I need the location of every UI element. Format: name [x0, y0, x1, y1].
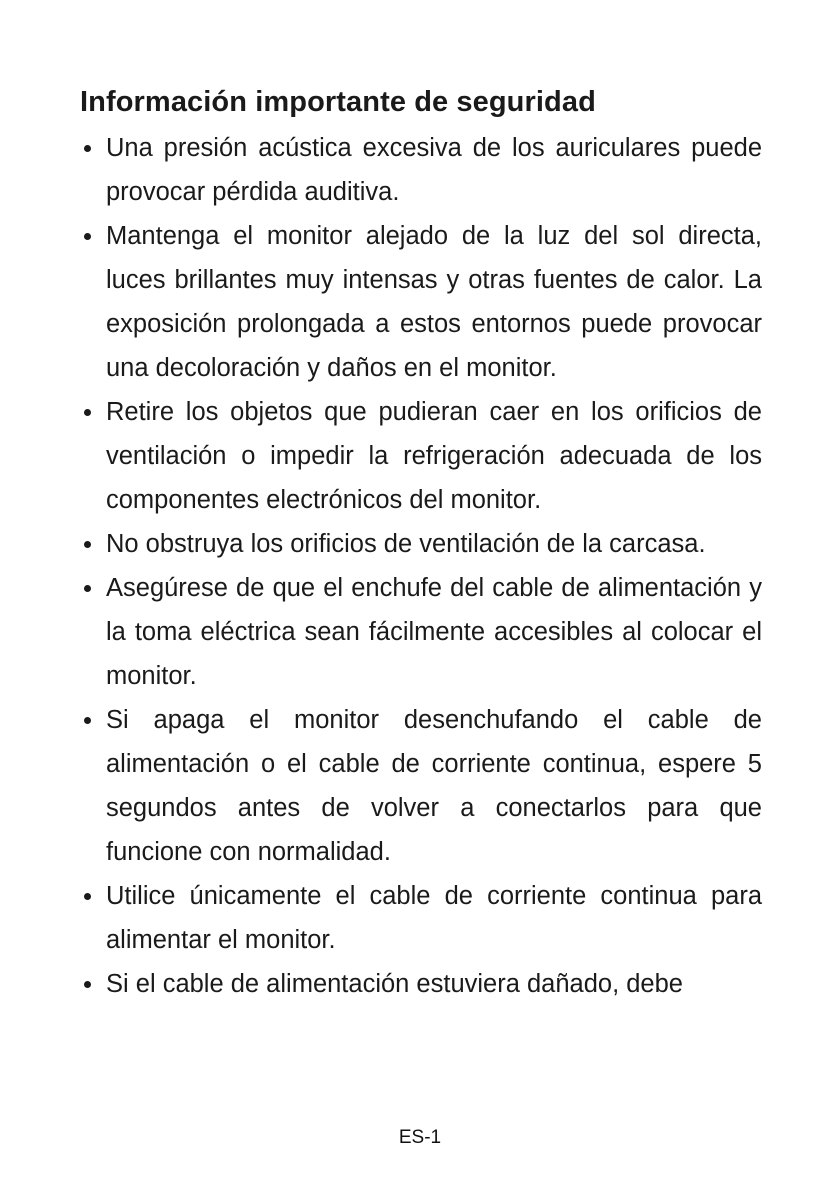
page-title: Información importante de seguridad	[80, 86, 596, 118]
list-item	[80, 214, 762, 390]
bullet-dot-icon	[84, 233, 91, 240]
list-item-text: Si apaga el monitor desenchufando el cable de alimentación o el cable de corriente continua, espere 5 segundos antes de volver a conectarlos para que funcione con normalidad.	[106, 706, 762, 866]
list-item-text: Mantenga el monitor alejado de la luz del sol directa, luces brillantes muy intensas y otras fuentes de calor. La exposición prolongada a estos entornos puede provocar una decoloración y daños en el monitor.	[106, 222, 762, 382]
list-item-text: Retire los objetos que pudieran caer en los orificios de ventilación o impedir la refrigeración adecuada de los componentes electrónicos del monitor.	[106, 398, 762, 514]
list-item	[80, 962, 762, 1006]
list-item	[80, 126, 762, 214]
list-item	[80, 390, 762, 522]
bullet-dot-icon	[84, 981, 91, 988]
bullet-dot-icon	[84, 717, 91, 724]
page-number: ES-1	[398, 1127, 442, 1148]
safety-bullet-list	[80, 126, 762, 1006]
list-item	[80, 698, 762, 874]
list-item-text: No obstruya los orificios de ventilación de la carcasa.	[106, 530, 706, 558]
list-item	[80, 522, 762, 566]
bullet-dot-icon	[84, 145, 91, 152]
list-item-text: Utilice únicamente el cable de corriente continua para alimentar el monitor.	[106, 882, 762, 954]
list-item-text: Asegúrese de que el enchufe del cable de alimentación y la toma eléctrica sean fácilmente accesibles al colocar el monitor.	[106, 574, 762, 690]
list-item-text: Si el cable de alimentación estuviera dañado, debe	[106, 970, 683, 998]
bullet-dot-icon	[84, 409, 91, 416]
bullet-dot-icon	[84, 585, 91, 592]
list-item	[80, 874, 762, 962]
list-item-text: Una presión acústica excesiva de los auriculares puede provocar pérdida auditiva.	[106, 134, 762, 206]
bullet-dot-icon	[84, 541, 91, 548]
bullet-dot-icon	[84, 893, 91, 900]
list-item	[80, 566, 762, 698]
